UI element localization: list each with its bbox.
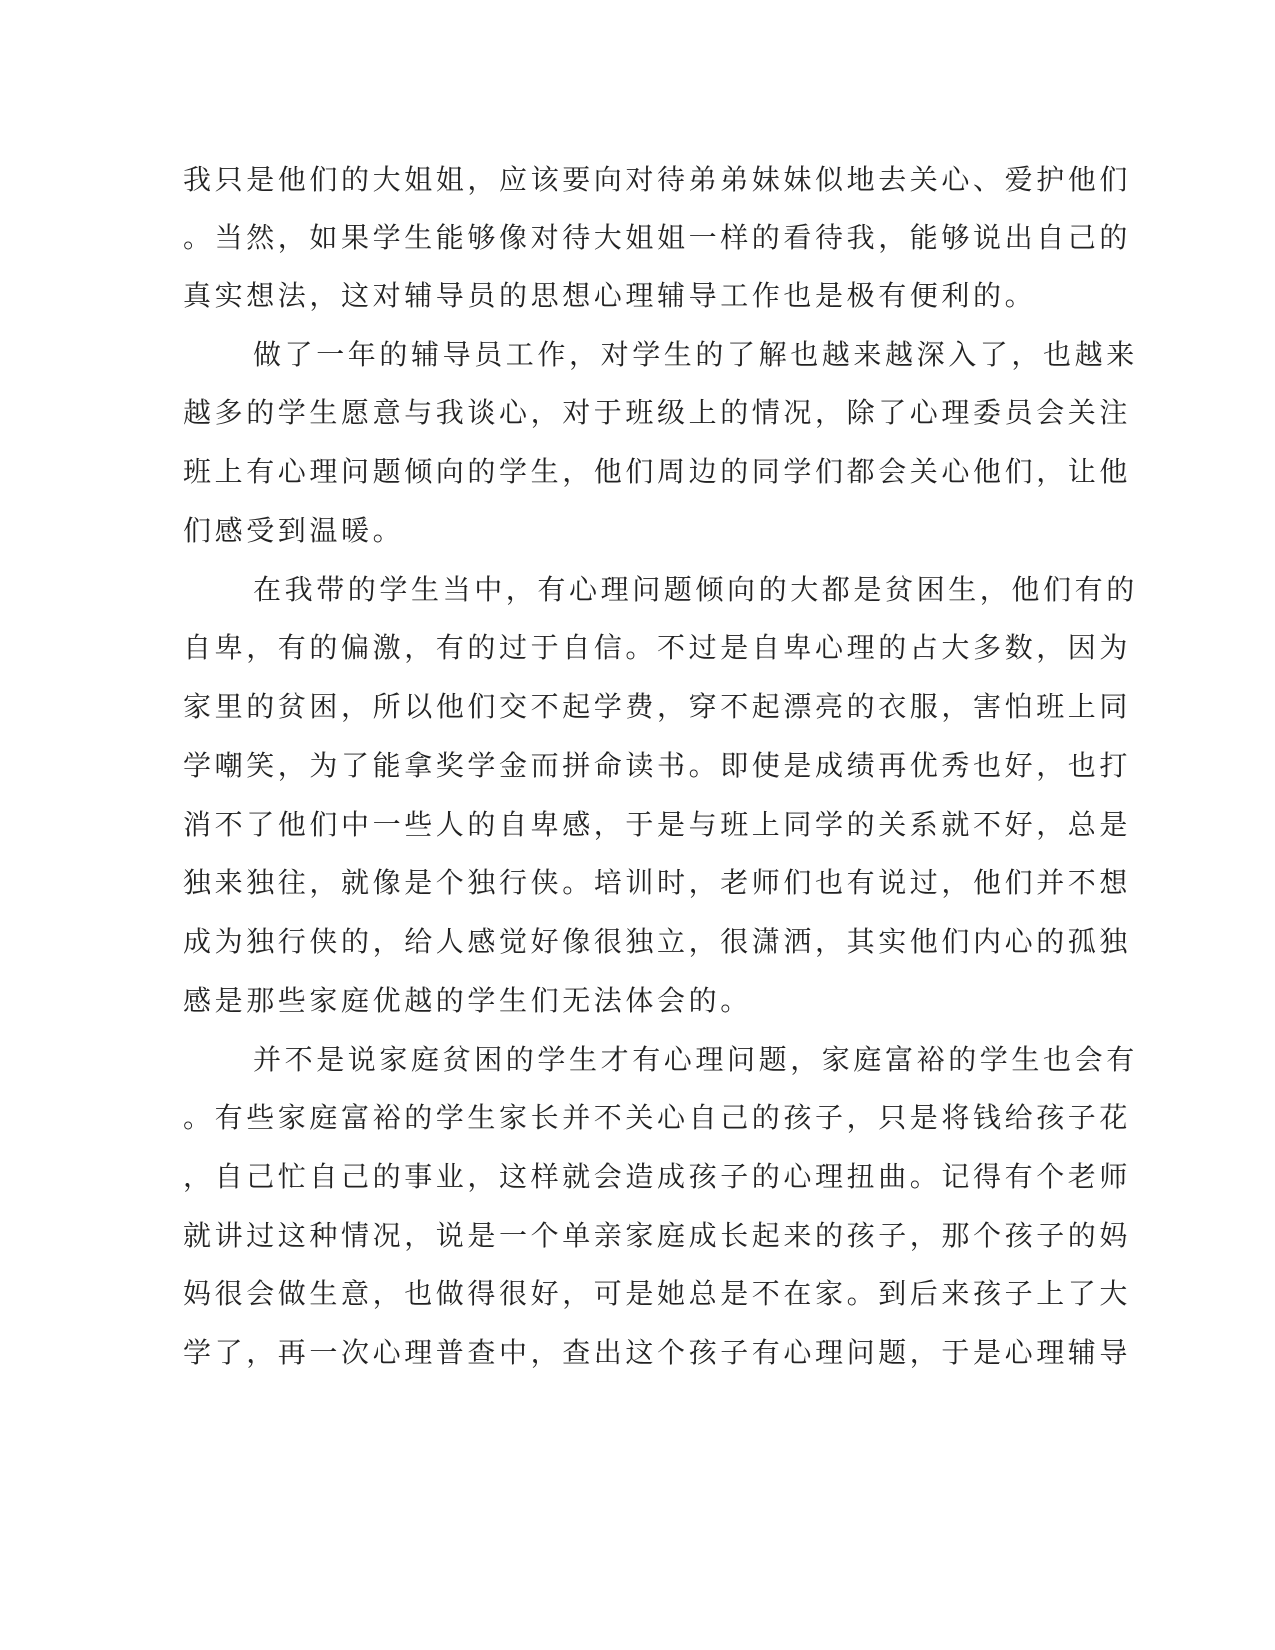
- text-line: 。有些家庭富裕的学生家长并不关心自己的孩子，只是将钱给孩子花: [183, 1101, 1132, 1134]
- text-line: 感是那些家庭优越的学生们无法体会的。: [183, 984, 752, 1017]
- paragraph-first-line: 并不是说家庭贫困的学生才有心理问题，家庭富裕的学生也会有: [253, 1043, 1138, 1076]
- text-line: 学嘲笑，为了能拿奖学金而拼命读书。即使是成绩再优秀也好，也打: [183, 749, 1132, 782]
- text-line: 成为独行侠的，给人感觉好像很独立，很潇洒，其实他们内心的孤独: [183, 925, 1132, 958]
- text-line: 家里的贫困，所以他们交不起学费，穿不起漂亮的衣服，害怕班上同: [183, 690, 1132, 723]
- text-line: 班上有心理问题倾向的学生，他们周边的同学们都会关心他们，让他: [183, 455, 1132, 488]
- text-line: 妈很会做生意，也做得很好，可是她总是不在家。到后来孩子上了大: [183, 1277, 1132, 1310]
- text-line: 我只是他们的大姐姐，应该要向对待弟弟妹妹似地去关心、爱护他们: [183, 163, 1132, 196]
- text-line: 越多的学生愿意与我谈心，对于班级上的情况，除了心理委员会关注: [183, 396, 1132, 429]
- text-line: 独来独往，就像是个独行侠。培训时，老师们也有说过，他们并不想: [183, 866, 1132, 899]
- text-line: 消不了他们中一些人的自卑感，于是与班上同学的关系就不好，总是: [183, 808, 1132, 841]
- text-line: 真实想法，这对辅导员的思想心理辅导工作也是极有便利的。: [183, 279, 1037, 312]
- text-line: 自卑，有的偏激，有的过于自信。不过是自卑心理的占大多数，因为: [183, 631, 1132, 664]
- paragraph-first-line: 做了一年的辅导员工作，对学生的了解也越来越深入了，也越来: [253, 338, 1138, 371]
- text-line: 就讲过这种情况，说是一个单亲家庭成长起来的孩子，那个孩子的妈: [183, 1219, 1132, 1252]
- paragraph-first-line: 在我带的学生当中，有心理问题倾向的大都是贫困生，他们有的: [253, 573, 1138, 606]
- text-line: ，自己忙自己的事业，这样就会造成孩子的心理扭曲。记得有个老师: [183, 1160, 1132, 1193]
- text-line: 学了，再一次心理普查中，查出这个孩子有心理问题，于是心理辅导: [183, 1336, 1132, 1369]
- text-line: 。当然，如果学生能够像对待大姐姐一样的看待我，能够说出自己的: [183, 221, 1132, 254]
- text-line: 们感受到温暖。: [183, 514, 405, 547]
